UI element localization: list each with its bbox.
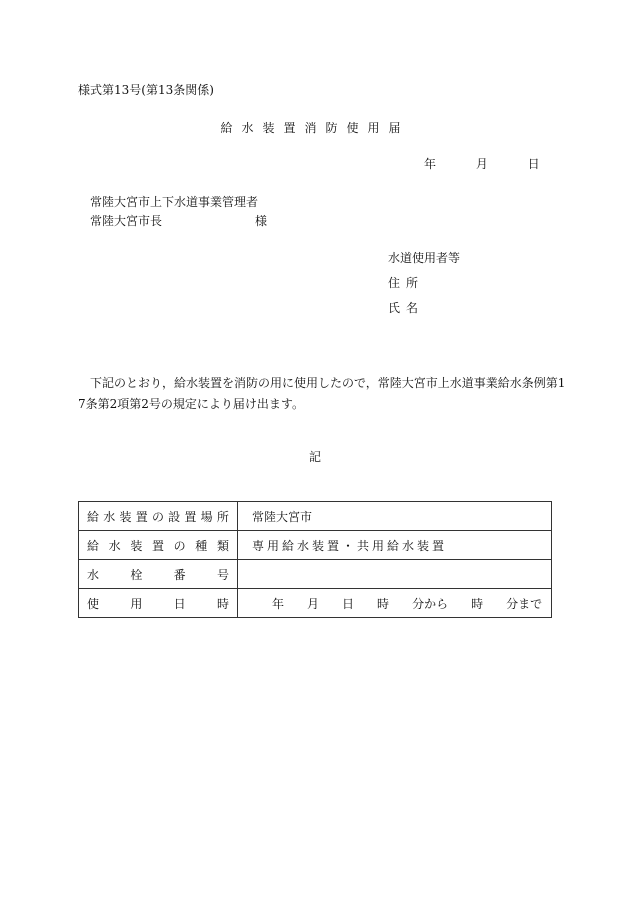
value-installation-location[interactable]: 常陸大宮市 <box>238 502 552 531</box>
date-year: 年 <box>424 157 437 171</box>
name-label: 氏名 <box>388 301 425 315</box>
document-title: 給水装置消防使用届 <box>220 121 410 135</box>
addressee-line-1: 常陸大宮市上下水道事業管理者 <box>90 195 259 209</box>
label-hydrant-number: 水 栓 番 号 <box>79 560 238 589</box>
date-line <box>424 155 540 172</box>
info-table <box>78 501 552 618</box>
table-row-datetime <box>79 589 552 618</box>
ki-heading: 記 <box>308 450 321 464</box>
addressee-line-2: 常陸大宮市長 <box>90 214 163 228</box>
form-number: 様式第13号(第13条関係) <box>78 83 214 97</box>
applicant-label: 水道使用者等 <box>388 251 461 265</box>
body-text-line-1: 下記のとおり，給水装置を消防の用に使用したので，常陸大宮市上水道事業給水条例第1 <box>90 376 566 390</box>
value-usage-datetime[interactable]: 年 月 日 時 分から 時 分まで <box>238 589 552 618</box>
label-usage-datetime: 使 用 日 時 <box>79 589 238 618</box>
value-hydrant-number[interactable] <box>238 560 552 589</box>
table-row-type <box>79 531 552 560</box>
table-row-location <box>79 502 552 531</box>
date-month: 月 <box>475 157 488 171</box>
date-day: 日 <box>527 157 540 171</box>
value-device-type[interactable]: 専用給水装置・共用給水装置 <box>238 531 552 560</box>
label-installation-location: 給 水 装 置 の 設 置 場 所 <box>79 502 238 531</box>
label-device-type: 給 水 装 置 の 種 類 <box>79 531 238 560</box>
body-text-line-2: 7条第2項第2号の規定により届け出ます。 <box>78 397 304 411</box>
honorific: 様 <box>255 214 268 228</box>
address-label: 住所 <box>388 276 425 290</box>
table-row-hydrant <box>79 560 552 589</box>
